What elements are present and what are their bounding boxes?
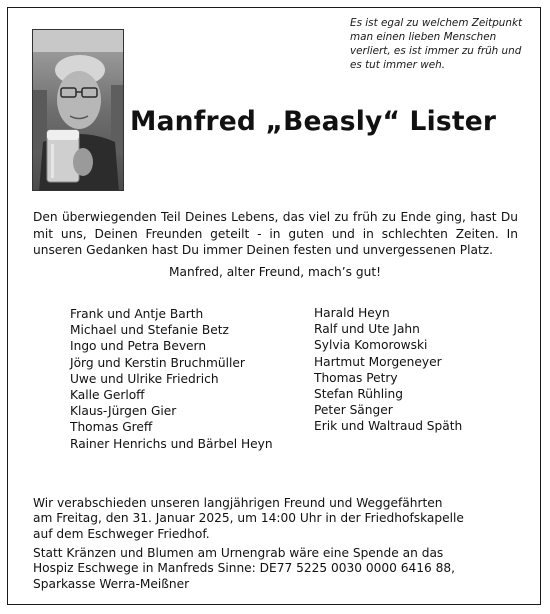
mourner-name: Stefan Rühling xyxy=(314,387,403,402)
quote-line: man einen lieben Menschen xyxy=(350,30,497,43)
mourner-name: Jörg und Kerstin Bruchmüller xyxy=(70,355,245,370)
quote-line: verliert, es ist immer zu früh und xyxy=(350,44,522,57)
quote-line: Es ist egal zu welchem Zeitpunkt xyxy=(350,17,523,29)
mourner-name: Thomas Greff xyxy=(70,420,153,435)
mourner-name: Klaus-Jürgen Gier xyxy=(70,404,177,419)
ceremony-line: am Freitag, den 31. Januar 2025, um 14:00 Uhr in der Friedhofskapelle xyxy=(33,511,464,526)
mourner-name: Uwe und Ulrike Friedrich xyxy=(70,371,219,386)
mourner-name: Ralf und Ute Jahn xyxy=(314,322,420,337)
ceremony-line: Wir verabschieden unseren langjährigen Freund und Weggefährten xyxy=(33,496,443,510)
donation-line: Sparkasse Werra-Meißner xyxy=(33,576,190,591)
donation-line: Statt Kränzen und Blumen am Urnengrab wäre eine Spende an das xyxy=(33,546,444,560)
mourner-name: Michael und Stefanie Betz xyxy=(70,323,229,338)
mourner-name: Frank und Antje Barth xyxy=(70,307,204,321)
memorial-quote xyxy=(350,17,528,73)
portrait-image xyxy=(33,30,124,191)
donation-line: Hospiz Eschwege in Manfreds Sinne: DE77 5225 0030 0000 6416 88, xyxy=(33,561,456,576)
mourner-name: Harald Heyn xyxy=(314,306,390,320)
donation-notice xyxy=(33,546,533,592)
mourner-name: Ingo und Petra Bevern xyxy=(70,339,207,354)
mourner-name: Sylvia Komorowski xyxy=(314,338,428,353)
mourner-name: Rainer Henrichs und Bärbel Heyn xyxy=(70,436,273,451)
farewell-line: Manfred, alter Freund, mach’s gut! xyxy=(168,265,382,279)
deceased-name: Manfred „Beasly“ Lister xyxy=(130,106,497,137)
mourner-name: Thomas Petry xyxy=(314,370,398,385)
mourner-name: Kalle Gerloff xyxy=(70,388,145,403)
mourner-name: Hartmut Morgeneyer xyxy=(314,354,442,369)
ceremony-notice xyxy=(33,496,533,542)
mourner-name: Peter Sänger xyxy=(314,403,393,418)
ceremony-line: auf dem Eschweger Friedhof. xyxy=(33,526,210,541)
mourners-list-left xyxy=(70,306,273,452)
mourners-list-right xyxy=(314,305,462,435)
tribute-paragraph: Den überwiegenden Teil Deines Lebens, das viel zu früh zu Ende ging, hast Du mit uns, Deinen Freunden geteilt - in guten und in schlechten Zeiten. In unseren Gedanken hast Du immer Deinen festen und unvergessenen Platz. xyxy=(33,210,518,258)
portrait-photo xyxy=(32,29,124,191)
quote-line: es tut immer weh. xyxy=(350,58,446,71)
mourner-name: Erik und Waltraud Späth xyxy=(314,419,463,434)
